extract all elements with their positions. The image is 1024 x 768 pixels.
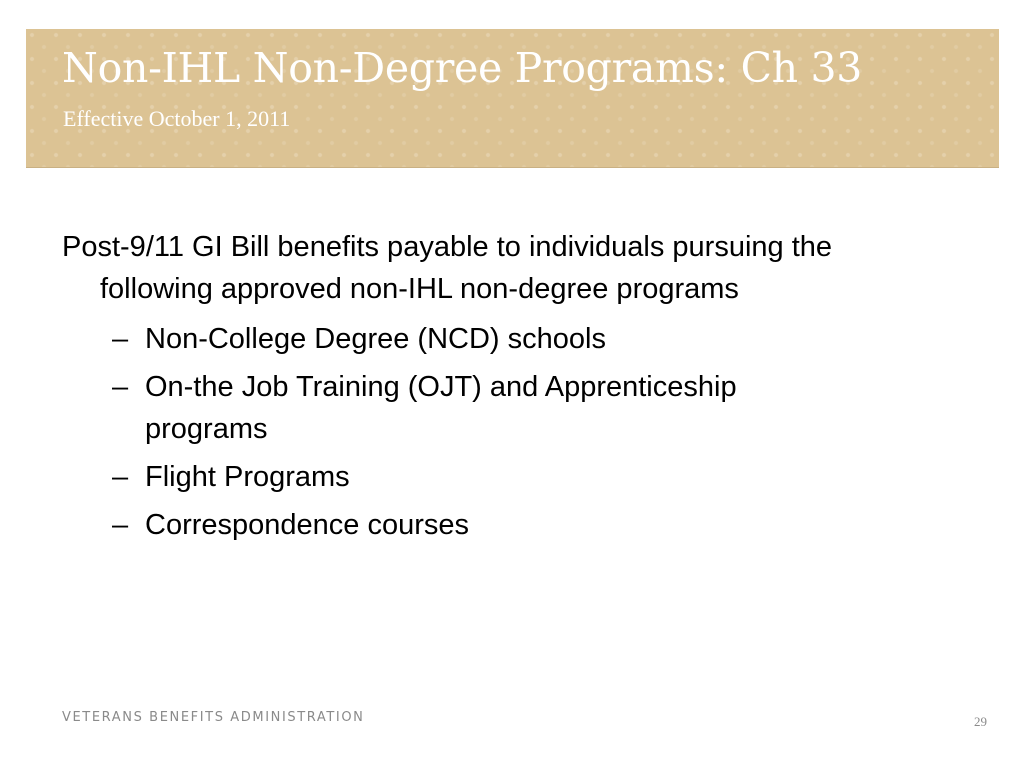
list-item-text: Non-College Degree (NCD) schools bbox=[145, 323, 606, 355]
dash-marker: – bbox=[112, 371, 129, 403]
list-item bbox=[62, 366, 865, 450]
page-number: 29 bbox=[974, 714, 987, 729]
dash-marker: – bbox=[112, 461, 129, 493]
title-banner bbox=[26, 29, 999, 168]
list-item bbox=[62, 318, 865, 360]
slide-body bbox=[62, 226, 942, 552]
program-list bbox=[62, 318, 942, 546]
list-item bbox=[62, 504, 865, 546]
list-item bbox=[62, 456, 865, 498]
footer-organization: VETERANS BENEFITS ADMINISTRATION bbox=[62, 710, 365, 725]
dash-marker: – bbox=[112, 323, 129, 355]
list-item-text: Flight Programs bbox=[145, 461, 350, 493]
slide-title: Non-IHL Non-Degree Programs: Ch 33 bbox=[62, 44, 863, 92]
dash-marker: – bbox=[112, 509, 129, 541]
slide-subtitle: Effective October 1, 2011 bbox=[63, 106, 291, 131]
list-item-text: Correspondence courses bbox=[145, 509, 470, 541]
intro-paragraph: Post-9/11 GI Bill benefits payable to individuals pursuing the following approved non-IHL non-degree programs bbox=[62, 231, 833, 305]
list-item-text: On-the Job Training (OJT) and Apprenticeship programs bbox=[145, 371, 737, 445]
